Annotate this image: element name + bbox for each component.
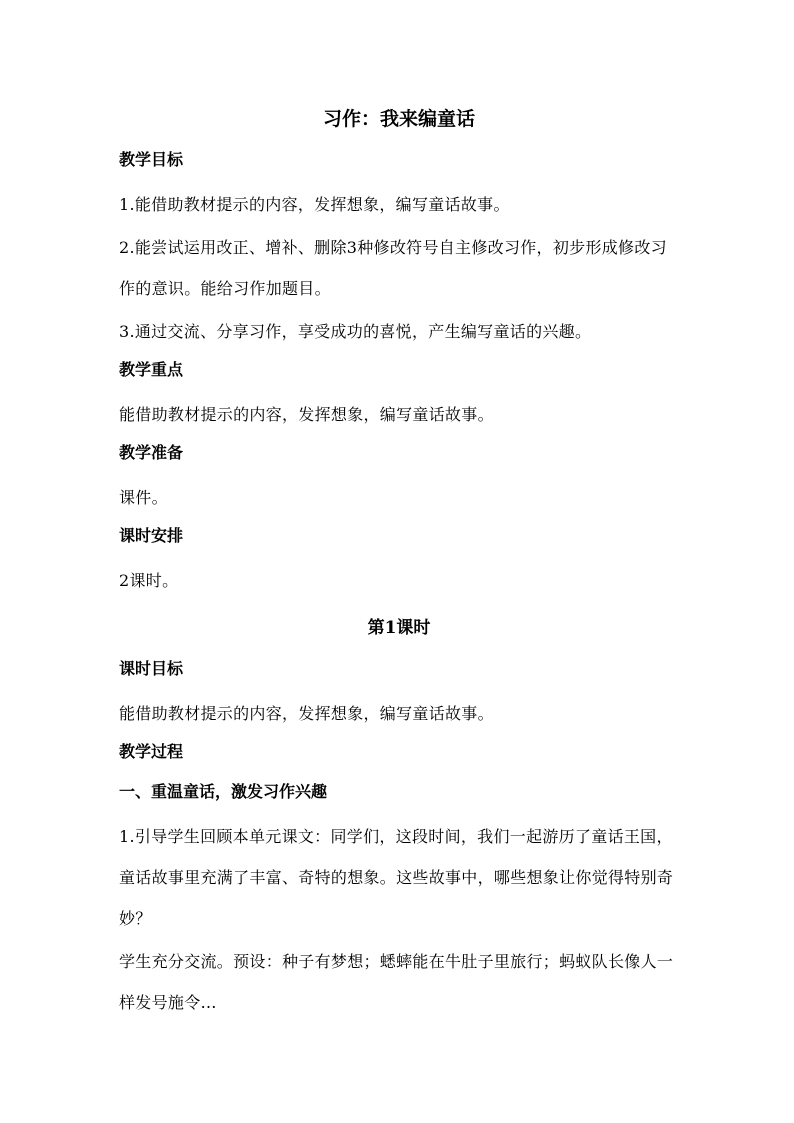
paragraph-goal-3: 3.通过交流、分享习作，享受成功的喜悦，产生编写童话的兴趣。 — [119, 322, 592, 341]
paragraph-goal-1: 1.能借助教材提示的内容，发挥想象，编写童话故事。 — [119, 195, 510, 214]
section-heading-key-points: 教学重点 — [119, 360, 184, 379]
section-heading-lesson-goals: 课时目标 — [119, 659, 184, 678]
section-heading-step-1: 一、重温童话，激发习作兴趣 — [119, 782, 328, 801]
paragraph-step-1-review: 1.引导学生回顾本单元课文：同学们，这段时间，我们一起游历了童话王国，童话故事里充满了丰富、奇特的想象。这些故事中，哪些想象让你觉得特别奇妙？ — [119, 827, 674, 928]
document-page — [119, 104, 679, 1025]
paragraph-schedule: 2课时。 — [119, 571, 179, 590]
section-heading-teaching-goals: 教学目标 — [119, 150, 184, 169]
paragraph-lesson-goals: 能借助教材提示的内容，发挥想象，编写童话故事。 — [119, 704, 494, 723]
document-title: 习作：我来编童话 — [322, 108, 475, 130]
section-heading-process: 教学过程 — [119, 742, 184, 761]
paragraph-key-points: 能借助教材提示的内容，发挥想象，编写童话故事。 — [119, 405, 494, 424]
paragraph-goal-2: 2.能尝试运用改正、增补、删除3种修改符号自主修改习作，初步形成修改习作的意识。能给习作加题目。 — [119, 238, 667, 298]
lesson-subtitle: 第1课时 — [367, 618, 431, 638]
section-heading-schedule: 课时安排 — [119, 526, 184, 545]
paragraph-step-1-discussion: 学生充分交流。预设：种子有梦想；蟋蟀能在牛肚子里旅行；蚂蚁队长像人一样发号施令… — [119, 952, 674, 1012]
paragraph-preparation: 课件。 — [119, 488, 168, 507]
section-heading-preparation: 教学准备 — [119, 443, 184, 462]
